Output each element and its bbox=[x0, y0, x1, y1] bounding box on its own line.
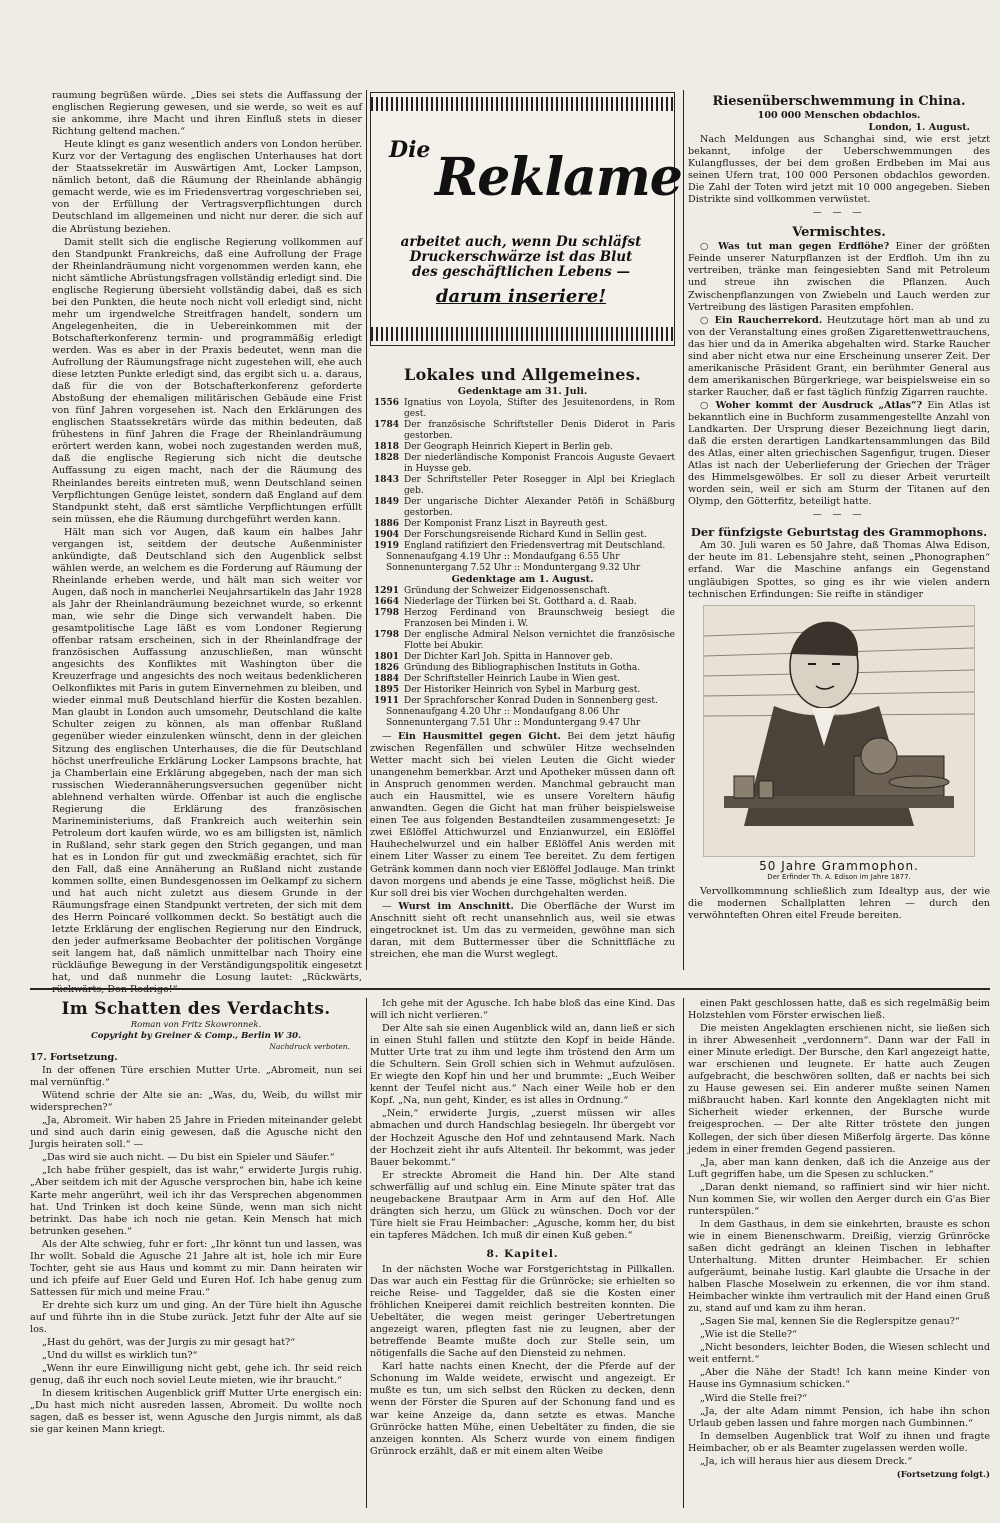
date-year: 1826 bbox=[374, 663, 400, 673]
date-text: Der Historiker Heinrich von Sybel in Marburg gest. bbox=[404, 685, 641, 695]
serial-paragraph: Karl hatte nachts einen Knecht, der die Pferde auf der Schonung im Walde weidete, erwischt und angezeigt. Er mußte es tun, um sich selbst den Rücken zu decken, denn wenn der Förster die Spuren auf der Schonung fand und es war keine Anzeige da, dann setzte es etwas. Manche Grünröcke hatten Mühe, einen Uebeltäter zu finden, die sie anzeigen konnten. Als Scherz wurde von einem findigen Grünrock erzählt, daß er mit einem alten Weibe bbox=[370, 1361, 675, 1457]
date-year: 1801 bbox=[374, 652, 400, 662]
serial-paragraph: Er drehte sich kurz um und ging. An der Türe hielt ihn Agusche auf und führte ihn in die Stube zurück. Jetzt fuhr der Alte auf sie los. bbox=[30, 1299, 362, 1336]
date-year: 1798 bbox=[374, 630, 400, 640]
date-text: Der niederländische Komponist Francois Auguste Gevaert in Huysse geb. bbox=[404, 453, 675, 474]
date-year: 1919 bbox=[374, 541, 400, 551]
date-text: Niederlage der Türken bei St. Gotthard a. d. Raab. bbox=[404, 597, 637, 607]
local-title: Lokales und Allgemeines. bbox=[404, 365, 641, 384]
advertisement bbox=[370, 92, 682, 346]
article-paragraph: Damit stellt sich die englische Regierung vollkommen auf den Standpunkt Frankreichs, daß eine Aufrollung der Frage der Rheinlandräumung nicht vorgenommen werden kann, ehe nicht sämtliche Abrüstungsfragen vollständig erledigt sind. Die englische Regierung übersieht vollständig dabei, daß es sich bei den Punkten, die heute noch nicht voll erledigt sind, nicht mehr um irgendwelche Streitfragen handelt, sondern um Angelegenheiten, die in Uebereinkommen mit der Botschafterkonferenz termin- und programmäßig erledigt werden. Was es aber in der Praxis bedeutet, wenn man die Aufrollung der Räumungsfrage nicht zugestehen will, ehe auch diese letzten Punkte erledigt sind, das ergibt sich u. a. daraus, daß für die von der Botschafterkonferenz geforderte Abstoßung der ehemaligen militärischen Gebäude eine Frist von fünf Jahren vorgesehen ist. Nach den Erklärungen des englischen Staatssekretärs würde das mithin bedeuten, daß frühestens in fünf Jahren die Frage der Rheinlandräumung erörtert werden kann, wobei noch zugestanden werden muß, daß die englische Regierung sich nicht die deutsche Auffassung zu eigen macht, nach der die Räumung des Rheinlandes bereits eintreten muß, wenn Deutschland seinen Verpflichtungen Genüge leistet, sondern daß England auf dem Standpunkt steht, daß erst sämtliche Verpflichtungen erfüllt sein müssen, ehe die Räumung durchgeführt werden kann. bbox=[52, 236, 362, 525]
china-subtitle: 100 000 Menschen obdachlos. bbox=[757, 110, 921, 121]
date-row bbox=[370, 398, 675, 420]
serial-column-3 bbox=[688, 998, 990, 1508]
serial-paragraph: In der nächsten Woche war Forstgerichtstag in Pillkallen. Das war auch ein Festtag für die Grünröcke; sie erhielten so reiche Reise- und Taggelder, daß sie die Kosten einer fröhlichen Kneiperei damit reichlich bestreiten konnten. Die Uebeltäter, die wegen meist geringer Uebertretungen angezeigt waren, pflegten fast nie zu leugnen, aber der betreffende Beamte mußte doch zur Stelle sein, um nötigenfalls die Sache auf den Diensteid zu nehmen. bbox=[370, 1263, 675, 1360]
ad-border-top bbox=[371, 97, 674, 111]
date-text: Gründung des Bibliographischen Instituts in Gotha. bbox=[404, 663, 641, 673]
serial-footer: (Fortsetzung folgt.) bbox=[896, 1469, 990, 1480]
column-rule bbox=[366, 90, 367, 970]
wurst-item: — Wurst im Anschnitt. Die Oberfläche der Wurst im Anschnitt sieht oft recht unansehnlich aus, weil sie etwas eingetrocknet ist. Um das zu vermeiden, gewöhne man sich daran, mit dem Buttermesser über die Schnittfläche zu streichen, ehe man die Wurst weglegt. bbox=[370, 900, 675, 960]
verm-item: ○ Was tut man gegen Erdflöhe? Einer der größten Feinde unserer Naturpflanzen ist der Erdfloh. Um ihn zu vertreiben, tränke man feingesiebten Sand mit Petroleum und streue ihn zwischen die Pflanzen. Auch Zwischenpflanzungen von Zwiebeln und Lauch werden zur Vertreibung des lästigen Parasiten empfohlen. bbox=[688, 241, 990, 313]
day1-sun-2: Sonnenuntergang 7.52 Uhr :: Monduntergang 9.32 Uhr bbox=[386, 563, 641, 573]
date-row bbox=[370, 586, 675, 597]
serial-paragraph: „Ja, der alte Adam nimmt Pension, ich habe ihn schon Urlaub geben lassen und fahre morgen nach Gumbinnen.“ bbox=[688, 1405, 990, 1429]
date-text: Der Schriftsteller Heinrich Laube in Wien gest. bbox=[404, 674, 621, 684]
ad-word-reklame: Reklame bbox=[435, 147, 682, 208]
serial-title: Im Schatten des Verdachts. bbox=[61, 999, 331, 1019]
date-text: Der Sprachforscher Konrad Duden in Sonnenberg gest. bbox=[404, 696, 658, 706]
date-year: 1886 bbox=[374, 519, 400, 529]
date-text: Der Schriftsteller Peter Rosegger in Alpl bei Krieglach geb. bbox=[404, 475, 675, 496]
column-rule bbox=[683, 998, 684, 1508]
verm-text: Ein Atlas ist bekanntlich eine in Buchform zusammengestellte Anzahl von Landkarten. Der Ursprung dieser Bezeichnung liegt darin, daß die ersten derartigen Landkartensammlungen das Bild des Atlas, einer alten griechischen Sagenfigur, trugen. Dieser Atlas ist nach der Ueberlieferung der Griechen der Träger des Himmelsgewölbes. Er soll zu dieser Arbeit verurteilt worden sein, weil er sich am Sturm der Titanen auf den Olymp, den Götterfitz, beteiligt hatte. bbox=[688, 399, 991, 508]
serial-paragraph: „Ja, ich will heraus hier aus diesem Dreck.“ bbox=[700, 1455, 913, 1467]
ad-border-bottom bbox=[371, 327, 674, 341]
date-row bbox=[370, 652, 675, 663]
date-year: 1664 bbox=[374, 597, 400, 607]
date-year: 1884 bbox=[374, 674, 400, 684]
date-row bbox=[370, 530, 675, 541]
day1-sun-1: Sonnenaufgang 4.19 Uhr :: Mondaufgang 6.55 Uhr bbox=[386, 552, 620, 562]
local-news bbox=[370, 364, 675, 970]
serial-paragraph: Wütend schrie der Alte sie an: „Was, du, Weib, du willst mir widersprechen?“ bbox=[30, 1090, 362, 1114]
date-year: 1291 bbox=[374, 586, 400, 596]
day2-label: Gedenktage am 1. August. bbox=[451, 574, 594, 585]
serial-col1-body bbox=[30, 1065, 362, 1436]
edison-illustration bbox=[703, 605, 975, 857]
date-row bbox=[370, 541, 675, 552]
serial-paragraph: Er streckte Abromeit die Hand hin. Der Alte stand schwerfällig auf und schlug ein. Eine Minute später trat das neugebackene Brautpaar Arm in Arm auf den Hof. Alle drängten sich herzu, um Glück zu wünschen. Doch vor der Türe hielt sie Frau Heimbacher: „Agusche, komm her, du bist ein tapferes Mädchen. Ich muß dir einen Kuß geben.“ bbox=[370, 1169, 675, 1241]
verm-lead: Woher kommt der Ausdruck „Atlas“? bbox=[715, 399, 923, 411]
serial-paragraph: Als der Alte schwieg, fuhr er fort: „Ihr könnt tun und lassen, was Ihr wollt. Sobald die Agusche 21 Jahre alt ist, hole ich mir Eure Tochter, geht sie aus Haus und kommt zu mir. Dann heiraten wir und ich pfeife auf Euer Geld und Euren Hof. Ich habe genug zum Sattessen für mich und meine Frau.“ bbox=[30, 1238, 362, 1298]
verm-title: Vermischtes. bbox=[792, 225, 886, 241]
date-text: Ignatius von Loyola, Stifter des Jesuitenordens, in Rom gest. bbox=[404, 398, 675, 419]
date-year: 1818 bbox=[374, 442, 400, 452]
day1-table bbox=[370, 398, 675, 552]
date-text: Der französische Schriftsteller Denis Diderot in Paris gestorben. bbox=[404, 420, 675, 441]
serial-paragraph: „Wenn ihr eure Einwilligung nicht gebt, gehe ich. Ihr seid reich genug, daß ihr euch noch soviel Leute mieten, wie ihr braucht.“ bbox=[30, 1363, 362, 1387]
date-year: 1556 bbox=[374, 398, 400, 408]
ad-slogan-1: arbeitet auch, wenn Du schläfst bbox=[400, 234, 642, 250]
serial-paragraph: einen Pakt geschlossen hatte, daß es sich regelmäßig beim Holzstehlen vom Förster erwischen ließ. bbox=[688, 998, 990, 1022]
date-row bbox=[370, 663, 675, 674]
serial-paragraph: „Und du willst es wirklich tun?“ bbox=[42, 1350, 198, 1362]
serial-paragraph: In demselben Augenblick trat Wolf zu ihnen und fragte Heimbacher, ob er als Beamter zugelassen werden wolle. bbox=[688, 1430, 990, 1454]
gramo-title: Der fünfzigste Geburtstag des Grammophons. bbox=[690, 525, 988, 540]
date-year: 1784 bbox=[374, 420, 400, 430]
ad-slogan-3: des geschäftlichen Lebens — bbox=[412, 264, 630, 280]
serial-col2-body bbox=[370, 998, 675, 1242]
date-year: 1849 bbox=[374, 497, 400, 507]
illustration-subcaption: Der Erfinder Th. A. Edison im Jahre 1877. bbox=[767, 872, 911, 881]
date-text: Der Dichter Karl Joh. Spitta in Hannover geb. bbox=[404, 652, 613, 662]
serial-paragraph: „Wird die Stelle frei?“ bbox=[700, 1392, 808, 1404]
serial-paragraph: „Das wird sie auch nicht. — Du bist ein Spieler und Säufer.“ bbox=[42, 1152, 335, 1164]
date-year: 1904 bbox=[374, 530, 400, 540]
wurst-lead: Wurst im Anschnitt. bbox=[398, 900, 514, 912]
illustration-caption: 50 Jahre Grammophon. bbox=[759, 858, 919, 873]
day2-table bbox=[370, 586, 675, 707]
ad-slogan-2: Druckerschwärze ist das Blut bbox=[409, 249, 633, 265]
serial-col3-body bbox=[688, 998, 990, 1468]
date-row bbox=[370, 630, 675, 652]
article-paragraph: Hält man sich vor Augen, daß kaum ein halbes Jahr vergangen ist, seitdem der deutsche Außenminister ankündigte, daß Deutschland sich den Augenblick selbst wählen werde, an welchem es die Forderung auf Räumung der Rheinlande erheben werde, und hält man sich weiter vor Augen, daß noch in mancherlei Neujahrsartikeln das Jahr 1928 als Jahr der Rheinlandräumung bezeichnet wurde, so erkennt man, wie sehr die Dinge sich verwandelt haben. Die gesamtpolitische Lage läßt es vom Londoner Regierung offenbar ratsam erscheinen, sich in der Rheinlandfrage der französischen Auffassung anzuschließen, man wünscht angesichts des Konfliktes mit Washington über die Kreuzerfrage und angesichts des noch weitaus bedenklicheren Oelkonfliktes mit Paris in gutem Einvernehmen zu bleiben, und wieder einmal muß Deutschland hierfür die Kosten bezahlen. Man glaubt in London auch umsomehr, Deutschland die kalte Schulter zeigen zu können, als man offenbar Rußland gegenüber wieder einzulenken wünscht, denn in der gleichen Sitzung des englischen Unterhauses, die die für Deutschland höchst unerfreuliche Erklärung Locker Lampsons brachte, hat ja Chamberlain eine Erklärung abgegeben, nach der man sich russischen Wiederannäherungsversuchen gegenüber nicht ablehnend verhalten würde. Offenbar ist auch die englische Regierung die Erklärung des französischen Marineministeriums, daß Frankreich auch weiterhin sein Petroleum dort kaufen würde, wo es am billigsten ist, nämlich in Rußland, sehr stark gegen den Strich gegangen, und man hat es in London für gut und zweckmäßig erachtet, sich für den Fall, daß eine Annäherung an Rußland nicht zustande kommen sollte, einen Bundesgenossen im Oelkampf zu sichern und hat auch nicht zuletzt aus diesem Grunde in der Räumungsfrage einen Standpunkt vertreten, der sich mit dem des Herrn Poincaré vollkommen deckt. So bestätigt auch die letzte Erklärung der englischen Regierung nur den Eindruck, den jeder aufmerksame Beobachter der politischen Vorgänge seit langem hat, daß nämlich unmittelbar nach Thoiry eine rückläufige Bewegung in der Verständigungspolitik eingesetzt hat, und daß nunmehr die Losung lautet: „Rückwärts, bbox=[52, 526, 362, 984]
serial-paragraph: „Nein,“ erwiderte Jurgis, „zuerst müssen wir alles abmachen und durch Handschlag besiegeln. Ihr übergebt vor der Hochzeit Agusche den Hof und zehntausend Mark. Nach der Hochzeit zieht ihr aufs Altenteil. Ihr bekommt, was jeder Bauer bekommt.“ bbox=[370, 1108, 675, 1168]
serial-paragraph: Die meisten Angeklagten erschienen nicht, sie ließen sich in ihrer Abwesenheit „verdonnern“. Dann war der Fall in einer Minute erledigt. Der Bursche, den Karl angezeigt hatte, war erschienen und leugnete. Er hatte auch Zeugen aufgebracht, die beschwören sollten, daß er nachts bei sich zu Hause gewesen sei. Ein anderer mußte seinen Namen mißbraucht haben. Karl konnte den Angeklagten nicht mit Sicherheit wieder erkennen, der Bursche wurde freigesprochen. — Der alte Ritter tröstete den jungen Kollegen, der sich über diesen Mißerfolg ärgerte. Das könne jedem in einer fremden Gegend passieren. bbox=[688, 1023, 990, 1155]
serial-column-1 bbox=[30, 998, 362, 1508]
date-year: 1828 bbox=[374, 453, 400, 463]
serial-continuation: 17. Fortsetzung. bbox=[30, 1052, 118, 1063]
verm-lead: Ein Raucherrekord. bbox=[714, 314, 823, 326]
date-text: England ratifiziert den Friedensvertrag mit Deutschland. bbox=[404, 541, 666, 551]
china-dateline: London, 1. August. bbox=[868, 122, 970, 133]
column-rule bbox=[683, 90, 684, 970]
separator: — — — bbox=[812, 510, 866, 521]
date-text: Der Geograph Heinrich Kiepert in Berlin geb. bbox=[404, 442, 613, 452]
serial-paragraph: In der offenen Türe erschien Mutter Urte. „Abromeit, nun sei mal vernünftig.“ bbox=[30, 1065, 362, 1089]
date-text: Der Forschungsreisende Richard Kund in Sellin gest. bbox=[404, 530, 647, 540]
day2-sun-1: Sonnenaufgang 4.20 Uhr :: Mondaufgang 8.06 Uhr bbox=[386, 707, 620, 717]
serial-paragraph: „Sagen Sie mal, kennen Sie die Reglerspitze genau?“ bbox=[700, 1316, 960, 1328]
serial-paragraph: „Aber die Nähe der Stadt! Ich kann meine Kinder von Hause ins Gymnasium schicken.“ bbox=[688, 1367, 990, 1391]
serial-paragraph: „Hast du gehört, was der Jurgis zu mir gesagt hat?“ bbox=[42, 1337, 296, 1349]
date-year: 1911 bbox=[374, 696, 400, 706]
date-year: 1843 bbox=[374, 475, 400, 485]
serial-paragraph: „Wie ist die Stelle?“ bbox=[700, 1329, 797, 1341]
day2-sun-2: Sonnenuntergang 7.51 Uhr :: Monduntergang 9.47 Uhr bbox=[386, 718, 641, 728]
serial-byline: Roman von Fritz Skowronnek. bbox=[130, 1020, 262, 1030]
column-rule bbox=[366, 998, 367, 1508]
date-row bbox=[370, 696, 675, 707]
gicht-text: Bei dem jetzt häufig zwischen Regenfällen und schwüler Hitze wechselnden Wetter macht sich bei vielen Leuten die Gicht wieder unangenehm bemerkbar. Arzt und Apotheker müssen dann oft in Anspruch genommen werden. Manchmal gebraucht man auch ein Hausmittel, wie es unsere Voreltern häufig anwandten. Gegen die Gicht hat man früher beispielsweise einen Tee aus folgenden Bestandteilen zusammengesetzt: Je zwei Eßlöffel Attichwurzel und Enzianwurzel, ein Eßlöffel Hauhechelwurzel und ein halber Eßlöffel Anis werden mit einem Liter Wasser zu einem Tee bereitet. Zu dem fertigen Getränk kommen dann noch vier Eßlöffel Jodlauge. Man trinkt davon morgens und abends je eine Tasse, möglichst heiß. Die Kur soll drei bis vier Wochen durchgehalten werden. bbox=[370, 731, 675, 899]
right-column bbox=[688, 94, 990, 974]
serial-copyright: Copyright by Greiner & Comp., Berlin W 30. bbox=[90, 1031, 302, 1041]
gicht-lead: Ein Hausmittel gegen Gicht. bbox=[397, 731, 561, 742]
serial-column-2 bbox=[370, 998, 675, 1508]
verm-text: Heutzutage hört man ab und zu von der Veranstaltung eines großen Zigarettenwettrauchens, das hier und da in Amerika abgehalten wird. Starke Raucher sind aber nicht etwa nur eine Erscheinung unserer Zeit. Der amerikanische Präsident Grant, ein berühmter General aus dem amerikanischen Bürgerkriege, war beispielsweise ein so starker Raucher, daß er fast täglich fünfzig Zigarren rauchte. bbox=[688, 314, 990, 398]
date-text: Gründung der Schweizer Eidgenossenschaft. bbox=[404, 586, 610, 596]
ad-word-die: Die bbox=[389, 137, 431, 163]
serial-paragraph: Ich gehe mit der Agusche. Ich habe bloß das eine Kind. Das will ich nicht verlieren.“ bbox=[370, 998, 675, 1022]
gramo-text: Am 30. Juli waren es 50 Jahre, daß Thomas Alwa Edison, der heute im 81. Lebensjahre steht, seinen „Phonographen“ erfand. War die Maschine anfangs ein Gegenstand ungläubigen Spottes, so ging es ihr wie vielen andern technischen Erfindungen: Sie reifte in ständiger bbox=[688, 540, 990, 600]
political-article bbox=[52, 90, 362, 984]
serial-col2b-body bbox=[370, 1264, 675, 1458]
article-paragraph: raumung begrüßen würde. „Dies sei stets die Auffassung der englischen Regierung gewesen, und sie werde, so weit es auf sie ankomme, ihre Macht und ihren Einfluß stets in dieser Richtung geltend machen.“ bbox=[52, 90, 362, 138]
verm-item: ○ Ein Raucherrekord. Heutzutage hört man ab und zu von der Veranstaltung eines großen Zigarettenwettrauchens, das hier und da in Amerika abgehalten wird. Starke Raucher sind aber nicht etwa nur eine Erscheinung unserer Zeit. Der amerikanische Präsident Grant, ein berühmter General aus dem amerikanischen Bürgerkriege, war beispielsweise ein so starker Raucher, daß er fast täglich fünfzig Zigarren rauchte. bbox=[688, 314, 990, 398]
date-row bbox=[370, 453, 675, 475]
wurst-text: Die Oberfläche der Wurst im Anschnitt sieht oft recht unansehnlich aus, weil sie etwas eingetrocknet ist. Um das zu vermeiden, gewöhne man sich daran, mit dem Buttermesser über die Schnittfläche zu streichen, ehe man die Wurst weglegt. bbox=[370, 900, 675, 960]
china-text: Nach Meldungen aus Schanghai sind, wie erst jetzt bekannt, infolge der Ueberschwemmungen des Kulangflusses, der bei dem großen Erdbeben im Mai aus seinen Ufern trat, 100 000 Personen obdachlos geworden. Die Zahl der Toten wird jetzt mit 10 000 angegeben. Sieben Distrikte sind vollkommen verwüstet. bbox=[688, 134, 990, 206]
date-row bbox=[370, 674, 675, 685]
day1-label: Gedenktage am 31. Juli. bbox=[457, 386, 588, 397]
feuilleton-rule bbox=[30, 988, 990, 990]
gicht-item: — Ein Hausmittel gegen Gicht. Bei dem jetzt häufig zwischen Regenfällen und schwüler Hitze wechselnden Wetter macht sich bei vielen Leuten die Gicht wieder unangenehm bemerkbar. Arzt und Apotheker müssen dann oft in Anspruch genommen werden. Manchmal gebraucht man auch ein Hausmittel, wie es unsere Voreltern häufig anwandten. Gegen die Gicht hat man früher beispielsweise einen Tee aus folgenden Bestandteilen zusammengesetzt: Je zwei Eßlöffel Attichwurzel und Enzianwurzel, ein Eßlöffel Hauhechelwurzel und ein halber Eßlöffel Anis werden mit einem Liter Wasser zu einem Tee bereitet. Zu dem fertigen Getränk kommen dann noch vier Eßlöffel Jodlauge. Man trinkt davon morgens und abends je eine Tasse, möglichst heiß. Die Kur soll drei bis vier Wochen durchgehalten werden. bbox=[370, 731, 675, 899]
serial-paragraph: Der Alte sah sie einen Augenblick wild an, dann ließ er sich in einen Stuhl fallen und stützte den Kopf in beide Hände. Mutter Urte trat zu ihm und legte ihm tröstend den Arm um die Schultern. Sein Groll schien sich in Wehmut aufzulösen. Er wiegte den Kopf hin und her und brummte: „Euch Weiber kennt der Teufel nicht aus.“ Nach einer Weile hob er den Kopf. „Na, nun geht, Kinder, es ist alles in Ordnung.“ bbox=[370, 1023, 675, 1107]
ad-callout: darum inseriere! bbox=[435, 286, 607, 307]
date-text: Der englische Admiral Nelson vernichtet die französische Flotte bei Abukir. bbox=[404, 630, 675, 651]
date-text: Der Komponist Franz Liszt in Bayreuth gest. bbox=[404, 519, 608, 529]
serial-paragraph: „Ja, Abromeit. Wir haben 25 Jahre in Frieden miteinander gelebt und sind auch darin einig gewesen, daß die Agusche nicht den Jurgis heiraten soll.“ — bbox=[30, 1115, 362, 1151]
date-row bbox=[370, 497, 675, 519]
gramo-text-2: Vervollkommnung schließlich zum Idealtyp aus, der wie die modernen Schallplatten lehren — durch den verwöhnteften Ohren eitel Freude bereiten. bbox=[688, 885, 990, 921]
verm-text: Einer der größten Feinde unserer Naturpflanzen ist der Erdfloh. Um ihn zu vertreiben, tränke man feingesiebten Sand mit Petroleum und streue ihn zwischen die Pflanzen. Auch Zwischenpflanzungen von Zwiebeln und Lauch werden zur Vertreibung des lästigen Parasiten empfohlen. bbox=[688, 241, 990, 313]
date-row bbox=[370, 475, 675, 497]
separator: — — — bbox=[812, 208, 866, 219]
serial-paragraph: „Ich habe früher gespielt, das ist wahr,“ erwiderte Jurgis ruhig. „Aber seitdem ich mit der Agusche versprochen bin, habe ich keine Karte mehr angerührt, weil ich ihr das Versprechen abgenommen hat. Und Trinken ist doch keine Sünde, wenn man sich nicht betrinkt. Das habe ich noch nie getan. Kein Mensch hat mich betrunken gesehen.“ bbox=[30, 1165, 362, 1237]
date-year: 1798 bbox=[374, 608, 400, 618]
chapter-heading: 8. Kapitel. bbox=[486, 1247, 559, 1260]
china-title: Riesenüberschwemmung in China. bbox=[712, 94, 966, 109]
edison-portrait-image bbox=[704, 606, 974, 856]
article-paragraph: Heute klingt es ganz wesentlich anders von London herüber. Kurz vor der Vertagung des englischen Unterhauses hat dort der Staatssekretär im Auswärtigen Amt, Locker Lampson, nämlich betont, daß die Räumung der Rheinlande abhängig gemacht werde, wie es im Friedensvertrag vorgeschrieben sei, von der Erfüllung der Vertragsverpflichtungen durch Deutschland im allgemeinen und nicht nur derer. die sich auf die Abrüstung beziehen. bbox=[52, 139, 362, 235]
date-text: Der ungarische Dichter Alexander Petöfi in Schäßburg gestorben. bbox=[404, 497, 675, 518]
date-row bbox=[370, 442, 675, 453]
date-row bbox=[370, 608, 675, 630]
verm-item: ○ Woher kommt der Ausdruck „Atlas“? Ein Atlas ist bekanntlich eine in Buchform zusammengestellte Anzahl von Landkarten. Der Ursprung dieser Bezeichnung liegt darin, daß die ersten derartigen Landkartensammlungen das Bild des Atlas, einer alten griechischen Sagenfigur, trugen. Dieser Atlas ist nach der Ueberlieferung der Griechen der Träger des Himmelsgewölbes. Er soll zu dieser Arbeit verurteilt worden sein, weil er sich am Sturm der Titanen auf den Olymp, den Götterfitz, beteiligt hatte. bbox=[688, 399, 991, 508]
verm-lead: Was tut man gegen Erdflöhe? bbox=[718, 241, 890, 253]
date-row bbox=[370, 420, 675, 442]
serial-paragraph: In diesem kritischen Augenblick griff Mutter Urte energisch ein: „Du hast mich nicht ausreden lassen, Abromeit. Du wollte noch sagen, daß es besser ist, wenn Agusche den Jurgis nimmt, als daß sie gar keinen Mann kriegt. bbox=[30, 1388, 362, 1436]
serial-nachdruck: Nachdruck verboten. bbox=[269, 1042, 350, 1051]
date-row bbox=[370, 519, 675, 530]
serial-paragraph: In dem Gasthaus, in dem sie einkehrten, brauste es schon wie in einem Bienenschwarm. Dreißig, vierzig Grünröcke saßen dicht gedrängt an kleinen Tischen in lebhafter Unterhaltung. Mitten drunter Heimbacher. Er schien aufgeräumt, beinahe lustig. Karl glaubte die Ursache in der halben Flasche Moselwein zu erkennen, die vor ihm stand. Heimbacher winkte ihm vertraulich mit der Hand einen Gruß zu, stand auf und kam zu ihm heran. bbox=[688, 1218, 990, 1315]
date-text: Herzog Ferdinand von Braunschweig besiegt die Franzosen bei Minden i. W. bbox=[404, 608, 675, 629]
date-year: 1895 bbox=[374, 685, 400, 695]
serial-paragraph: „Daran denkt niemand, so raffiniert sind wir hier nicht. Nun kommen Sie, wir wollen den Aerger durch ein G'as Bier runterspülen.“ bbox=[688, 1181, 990, 1217]
serial-paragraph: „Nicht besonders, leichter Boden, die Wiesen schlecht und weit entfernt.“ bbox=[688, 1342, 990, 1366]
serial-paragraph: „Ja, aber man kann denken, daß ich die Anzeige aus der Luft gegriffen habe, um die Spesen zu schlucken.“ bbox=[688, 1156, 990, 1180]
date-row bbox=[370, 597, 675, 608]
date-row bbox=[370, 685, 675, 696]
